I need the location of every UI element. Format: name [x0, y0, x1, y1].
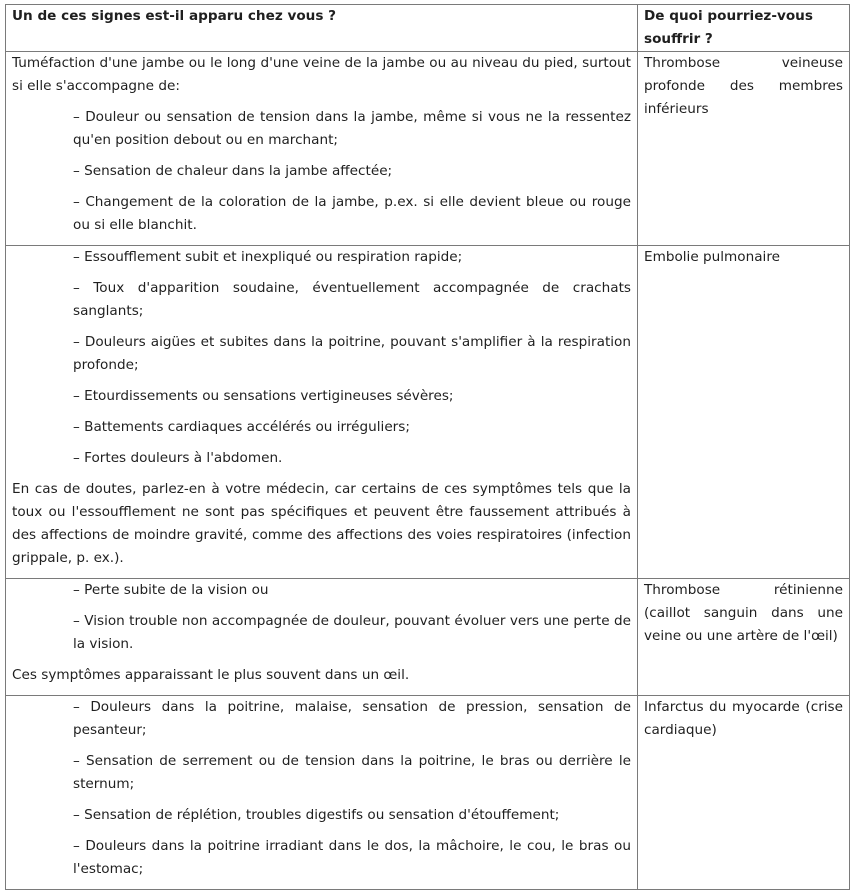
symptom-bullet: – Fortes douleurs à l'abdomen.	[73, 450, 283, 466]
table-row	[6, 696, 850, 890]
symptom-bullet: – Douleurs dans la poitrine, malaise, sensation de pression, sensation de pesanteur;	[73, 699, 631, 738]
condition-label: Embolie pulmonaire	[644, 249, 780, 265]
symptoms-cell	[6, 696, 638, 890]
condition-label: Infarctus du myocarde (crise cardiaque)	[644, 699, 843, 738]
table-row	[6, 579, 850, 696]
symptom-bullet: – Toux d'apparition soudaine, éventuellement accompagnée de crachats sanglants;	[73, 280, 631, 319]
table-row	[6, 246, 850, 579]
symptom-bullet: – Sensation de réplétion, troubles digestifs ou sensation d'étouffement;	[73, 807, 560, 823]
symptom-intro: Tuméfaction d'une jambe ou le long d'une veine de la jambe ou au niveau du pied, surtout si elle s'accompagne de:	[12, 55, 631, 94]
symptom-note: Ces symptômes apparaissant le plus souvent dans un œil.	[12, 667, 410, 683]
table-row	[6, 52, 850, 246]
condition-cell	[638, 579, 850, 696]
symptom-bullet: – Battements cardiaques accélérés ou irréguliers;	[73, 419, 410, 435]
header-row	[6, 5, 850, 52]
condition-cell	[638, 696, 850, 890]
symptom-bullet: – Sensation de chaleur dans la jambe affectée;	[73, 163, 393, 179]
symptom-bullet: – Changement de la coloration de la jambe, p.ex. si elle devient bleue ou rouge ou si elle blanchit.	[73, 194, 631, 233]
symptom-bullet: – Sensation de serrement ou de tension dans la poitrine, le bras ou derrière le sternum;	[73, 753, 631, 792]
symptom-bullet: – Essoufflement subit et inexpliqué ou respiration rapide;	[73, 249, 463, 265]
symptoms-cell	[6, 52, 638, 246]
symptom-bullet: – Douleurs dans la poitrine irradiant dans le dos, la mâchoire, le cou, le bras ou l'estomac;	[73, 838, 631, 877]
symptom-bullet: – Douleur ou sensation de tension dans la jambe, même si vous ne la ressentez qu'en position debout ou en marchant;	[73, 109, 631, 148]
symptoms-cell	[6, 246, 638, 579]
condition-cell	[638, 52, 850, 246]
condition-cell	[638, 246, 850, 579]
symptom-note: En cas de doutes, parlez-en à votre médecin, car certains de ces symptômes tels que la toux ou l'essoufflement ne sont pas spécifiques et peuvent être faussement attribués à des affections de moindre gravité, comme des affections des voies respiratoires (infection grippale, p. ex.).	[12, 481, 631, 566]
condition-label: Thrombose veineuse profonde des membres inférieurs	[644, 55, 843, 117]
header-condition: De quoi pourriez-vous souffrir ?	[638, 5, 850, 52]
symptom-bullet: – Perte subite de la vision ou	[73, 582, 269, 598]
symptoms-cell	[6, 579, 638, 696]
header-signs: Un de ces signes est-il apparu chez vous ?	[6, 5, 638, 52]
symptoms-table	[5, 4, 850, 890]
condition-label: Thrombose rétinienne (caillot sanguin dans une veine ou une artère de l'œil)	[644, 582, 843, 644]
symptom-bullet: – Etourdissements ou sensations vertigineuses sévères;	[73, 388, 454, 404]
symptom-bullet: – Douleurs aigües et subites dans la poitrine, pouvant s'amplifier à la respiration profonde;	[73, 334, 631, 373]
symptom-bullet: – Vision trouble non accompagnée de douleur, pouvant évoluer vers une perte de la vision.	[73, 613, 631, 652]
